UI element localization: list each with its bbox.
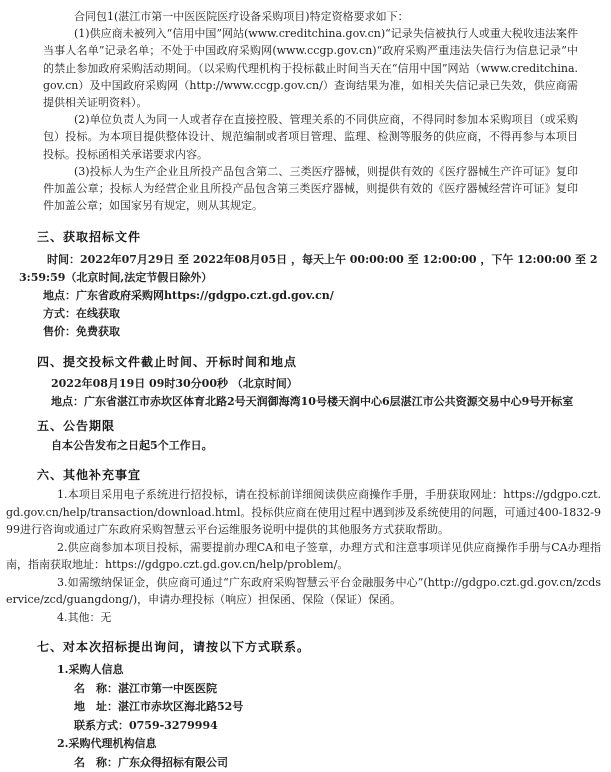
contract-package-intro: 合同包1(湛江市第一中医医院医疗设备采购项目)特定资格要求如下：	[74, 10, 409, 23]
buyer-address-value: 湛江市赤坎区海北路52号	[118, 700, 244, 714]
agency-info-title: 2.采购代理机构信息	[57, 737, 157, 751]
agency-name-label: 名 称：	[74, 755, 118, 769]
section-heading-obtain-tender-documents: 三、获取招标文件	[37, 230, 142, 245]
opening-location-value: 广东省湛江市赤坎区体育北路2号天润御海湾10号楼天润中心6层湛江市公共资源交易中心9号开标室	[84, 395, 574, 409]
obtain-price-row	[0, 323, 611, 341]
location-value: 广东省政府采购网https://gdgpo.czt.gd.gov.cn/	[76, 289, 334, 303]
supplementary-item-4: 4.其他：无	[57, 610, 112, 624]
time-value: 2022年07月29日 至 2022年08月05日 ，每天上午 00:00:00 至 12:00:00 ，下午 12:00:00 至 23:59:59（北京时间,法定节假日除外）	[19, 253, 598, 285]
bid-opening-location	[0, 393, 611, 411]
buyer-address-label: 地 址：	[74, 700, 118, 714]
buyer-name-row	[0, 680, 611, 699]
submission-deadline-details	[0, 375, 611, 411]
method-value: 在线获取	[76, 306, 120, 320]
price-label: 售价：	[43, 324, 76, 338]
announcement-period-text: 自本公告发布之日起5个工作日。	[51, 439, 213, 453]
location-label: 地点：	[43, 289, 76, 303]
agency-name-row	[0, 754, 611, 772]
buyer-address-row	[0, 698, 611, 717]
buyer-phone-value: 0759-3279994	[129, 718, 218, 732]
supplementary-item-1: 1.本项目采用电子系统进行招投标，请在投标前详细阅读供应商操作手册，手册获取网址：https://gdgpo.czt.gd.gov.cn/help/transaction/download.html。投标供应商在使用过程中遇到涉及系统使用的问题，可通过400-1832-999进行咨询或通过广东政府采购智慧云平台运维服务说明中提供的其他服务方式获取帮助。	[6, 488, 601, 537]
opening-location-label: 地点：	[51, 395, 84, 409]
qualification-clause-1: (1)供应商未被列入“信用中国”网站(www.creditchina.gov.cn)“记录失信被执行人或重大税收违法案件当事人名单”记录名单；不处于中国政府采购网(www.ccgp.gov.cn)“政府采购严重违法失信行为信息记录”中的禁止参加政府采购活动期间。（以采购代理机构于投标截止时间当天在“信用中国”网站（www.creditchina.gov.cn）及中国政府采购网（http://www.ccgp.gov.cn/）查询结果为准，如相关失信记录已失效，供应商需提供相关证明资料）。	[43, 27, 578, 110]
buyer-phone-label: 联系方式：	[74, 718, 129, 732]
supplementary-matters-list	[0, 486, 611, 626]
section-heading-submission-deadline: 四、提交投标文件截止时间、开标时间和地点	[37, 355, 298, 370]
obtain-method-row	[0, 305, 611, 323]
obtain-documents-details	[0, 251, 611, 340]
buyer-phone-row	[0, 717, 611, 736]
obtain-time-row	[0, 251, 611, 287]
qualification-clause-3: (3)投标人为生产企业且所投产品包含第二、三类医疗器械，则提供有效的《医疗器械生产许可证》复印件加盖公章；投标人为经营企业且所投产品包含第三类医疗器械，则提供有效的《医疗器械经营许可证》复印件加盖公章；如国家另有规定，则从其规定。	[43, 164, 578, 213]
buyer-name-value: 湛江市第一中医医院	[118, 681, 217, 695]
qualification-clause-2: (2)单位负责人为同一人或者存在直接控股、管理关系的不同供应商，不得同时参加本采购项目（或采购包）投标。为本项目提供整体设计、规范编制或者项目管理、监理、检测等服务的供应商，不得再参与本项目投标。投标函相关承诺要求内容。	[43, 113, 578, 161]
deadline-datetime: 2022年08月19日 09时30分00秒 （北京时间）	[51, 377, 298, 391]
supplementary-item-3: 3.如需缴纳保证金，供应商可通过“广东政府采购智慧云平台金融服务中心”(http://gdgpo.czt.gd.gov.cn/zcdservice/zcd/guangdong/)，申请办理投标（响应）担保函、保险（保证）保函。	[6, 575, 601, 607]
section-heading-contact-information: 七、对本次招标提出询问，请按以下方式联系。	[37, 640, 311, 655]
contact-info-block	[0, 661, 611, 772]
buyer-name-label: 名 称：	[74, 681, 118, 695]
buyer-info-title: 1.采购人信息	[57, 663, 124, 677]
method-label: 方式：	[43, 306, 76, 320]
supplementary-item-2: 2.供应商参加本项目投标，需要提前办理CA和电子签章，办理方式和注意事项详见供应商操作手册与CA办理指南，指南获取地址：https://gdgpo.czt.gd.gov.cn/help/problem/。	[6, 540, 601, 572]
section-heading-announcement-period: 五、公告期限	[37, 419, 116, 434]
time-label: 时间：	[47, 253, 80, 267]
qualification-requirements-block	[0, 8, 611, 214]
obtain-location-row	[0, 287, 611, 305]
price-value: 免费获取	[76, 324, 120, 338]
agency-name-value: 广东众得招标有限公司	[118, 755, 228, 769]
section-heading-other-supplementary-matters: 六、其他补充事宜	[37, 468, 142, 483]
